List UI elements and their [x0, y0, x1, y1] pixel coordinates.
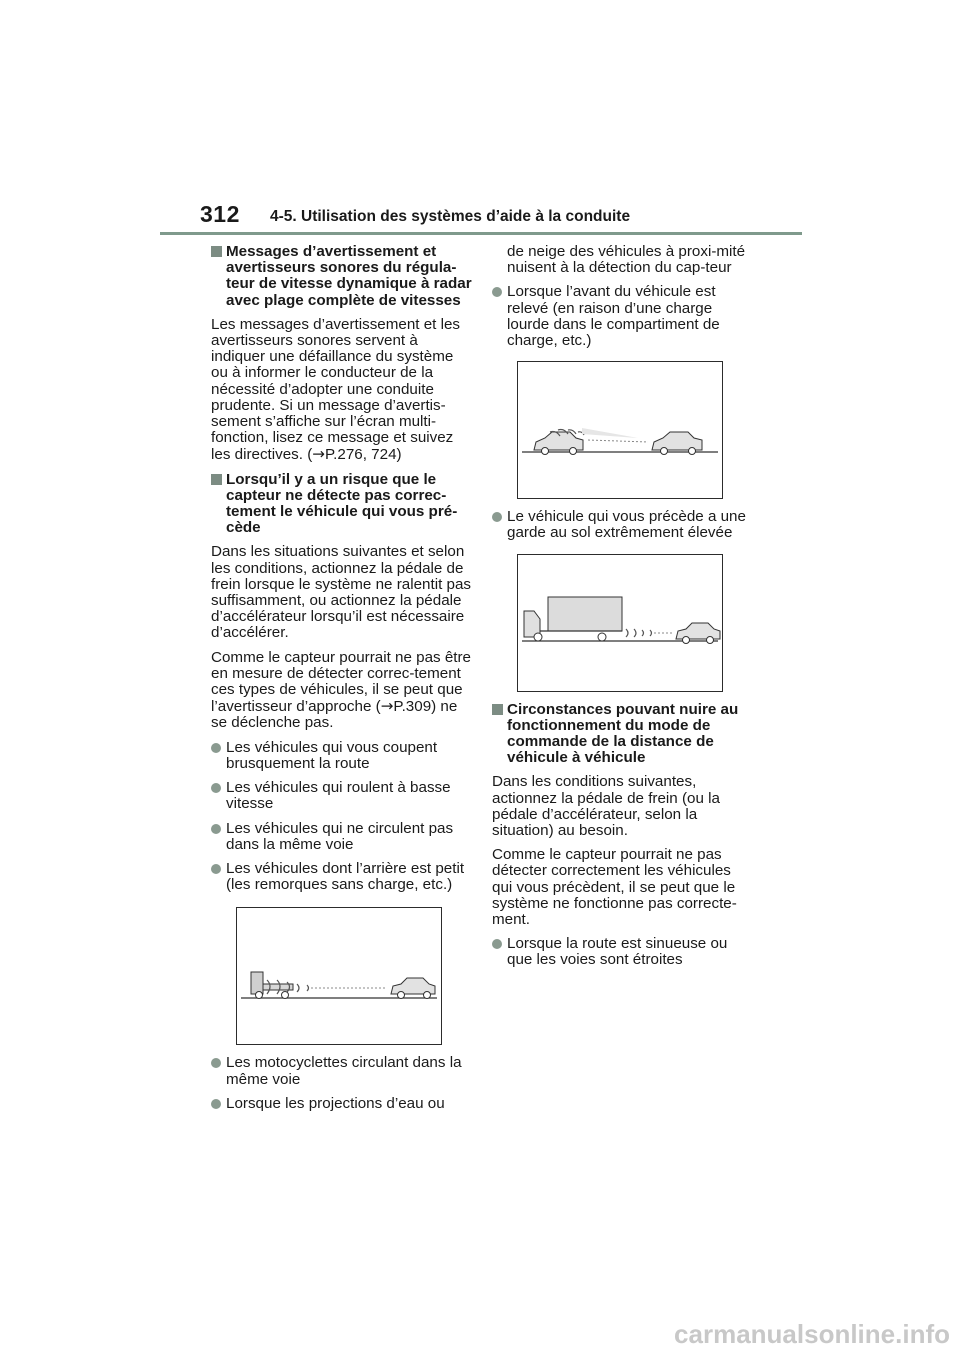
paragraph-warnings: Les messages d’avertissement et les avertisseurs sonores servent à indiquer une défaillance du système ou à informer le conducteur de la nécessité d’adopter une conduite prudente. Si un message d’avertis-sement s’affiche sur l’écran multi-fonction, lisez ce message et suivez les directives. (→P.276, 724) [211, 315, 461, 464]
trailer-vehicle-illustration [237, 908, 441, 1044]
square-bullet-icon [492, 704, 503, 715]
bullet-dot-icon [211, 864, 221, 874]
raised-front-vehicle-illustration [518, 362, 722, 498]
header-divider [160, 232, 802, 235]
page-ref-link[interactable]: P.276, 724) [325, 446, 402, 464]
bullet-dot-icon [211, 824, 221, 834]
page-number: 312 [200, 201, 240, 227]
list-item: Lorsque les projections d’eau ou [211, 1096, 473, 1112]
list-item: Lorsque l’avant du véhicule est relevé (en raison d’une charge lourde dans le compartiment de charge, etc.) [492, 284, 754, 349]
section-heading-distance-mode: Circonstances pouvant nuire au fonctionnement du mode de commande de la distance de véhicule à véhicule [492, 702, 754, 767]
bullet-dot-icon [492, 287, 502, 297]
bullet-dot-icon [211, 1099, 221, 1109]
list-item: Les motocyclettes circulant dans la même voie [211, 1055, 473, 1087]
list-item: Les véhicules qui vous coupent brusquement la route [211, 740, 473, 772]
bullet-dot-icon [492, 512, 502, 522]
paragraph-distance-conditions: Dans les conditions suivantes, actionnez la pédale de frein (ou la pédale d’accélérateur, selon la situation) au besoin. [492, 773, 720, 840]
bullet-dot-icon [211, 743, 221, 753]
section-heading-warnings: Messages d’avertissement et avertisseurs sonores du régula-teur de vitesse dynamique à radar avec plage complète de vitesses [211, 244, 473, 309]
illustration-high-clearance [517, 554, 723, 692]
high-clearance-truck-illustration [518, 555, 722, 691]
list-item: Les véhicules qui roulent à basse vitesse [211, 780, 473, 812]
square-bullet-icon [211, 474, 222, 485]
paragraph-distance-sensor: Comme le capteur pourrait ne pas détecter correctement les véhicules qui vous précèdent, il se peut que le système ne fonctionne pas correcte-ment. [492, 846, 737, 929]
page-ref-link[interactable]: P.309) ne se déclenche pas. [211, 698, 458, 732]
illustration-raised-front [517, 361, 723, 499]
list-item-continuation: de neige des véhicules à proxi-mité nuisent à la détection du cap-teur [507, 243, 746, 277]
square-bullet-icon [211, 246, 222, 257]
list-item: Lorsque la route est sinueuse ou que les voies sont étroites [492, 936, 754, 968]
paragraph-sensor-warning: Comme le capteur pourrait ne pas être en mesure de détecter correc-tement ces types de véhicules, il se peut que l’avertisseur d’approche (→P.309) ne se déclenche pas. [211, 648, 472, 732]
list-item: Les véhicules dont l’arrière est petit (les remorques sans charge, etc.) [211, 861, 473, 893]
section-heading-sensor-risk: Lorsqu’il y a un risque que le capteur ne détecte pas correc-tement le véhicule qui vous pré-cède [211, 472, 473, 537]
arrow-icon: → [380, 697, 394, 716]
bullet-dot-icon [211, 1058, 221, 1068]
paragraph-sensor-conditions: Dans les situations suivantes et selon les conditions, actionnez la pédale de frein lorsque le système ne ralentit pas suffisamment, ou actionnez la pédale d’accélérateur lorsqu’il est nécessaire d’accélérer. [211, 543, 472, 642]
left-column [211, 244, 473, 1120]
list-item: Les véhicules qui ne circulent pas dans la même voie [211, 821, 473, 853]
section-title: 4-5. Utilisation des systèmes d’aide à la conduite [270, 208, 631, 225]
bullet-dot-icon [492, 939, 502, 949]
list-item: Le véhicule qui vous précède a une garde au sol extrêmement élevée [492, 509, 754, 541]
arrow-icon: → [312, 445, 326, 464]
watermark: carmanualsonline.info [674, 1319, 950, 1349]
illustration-trailer [236, 907, 442, 1045]
bullet-dot-icon [211, 783, 221, 793]
right-column [492, 244, 754, 977]
